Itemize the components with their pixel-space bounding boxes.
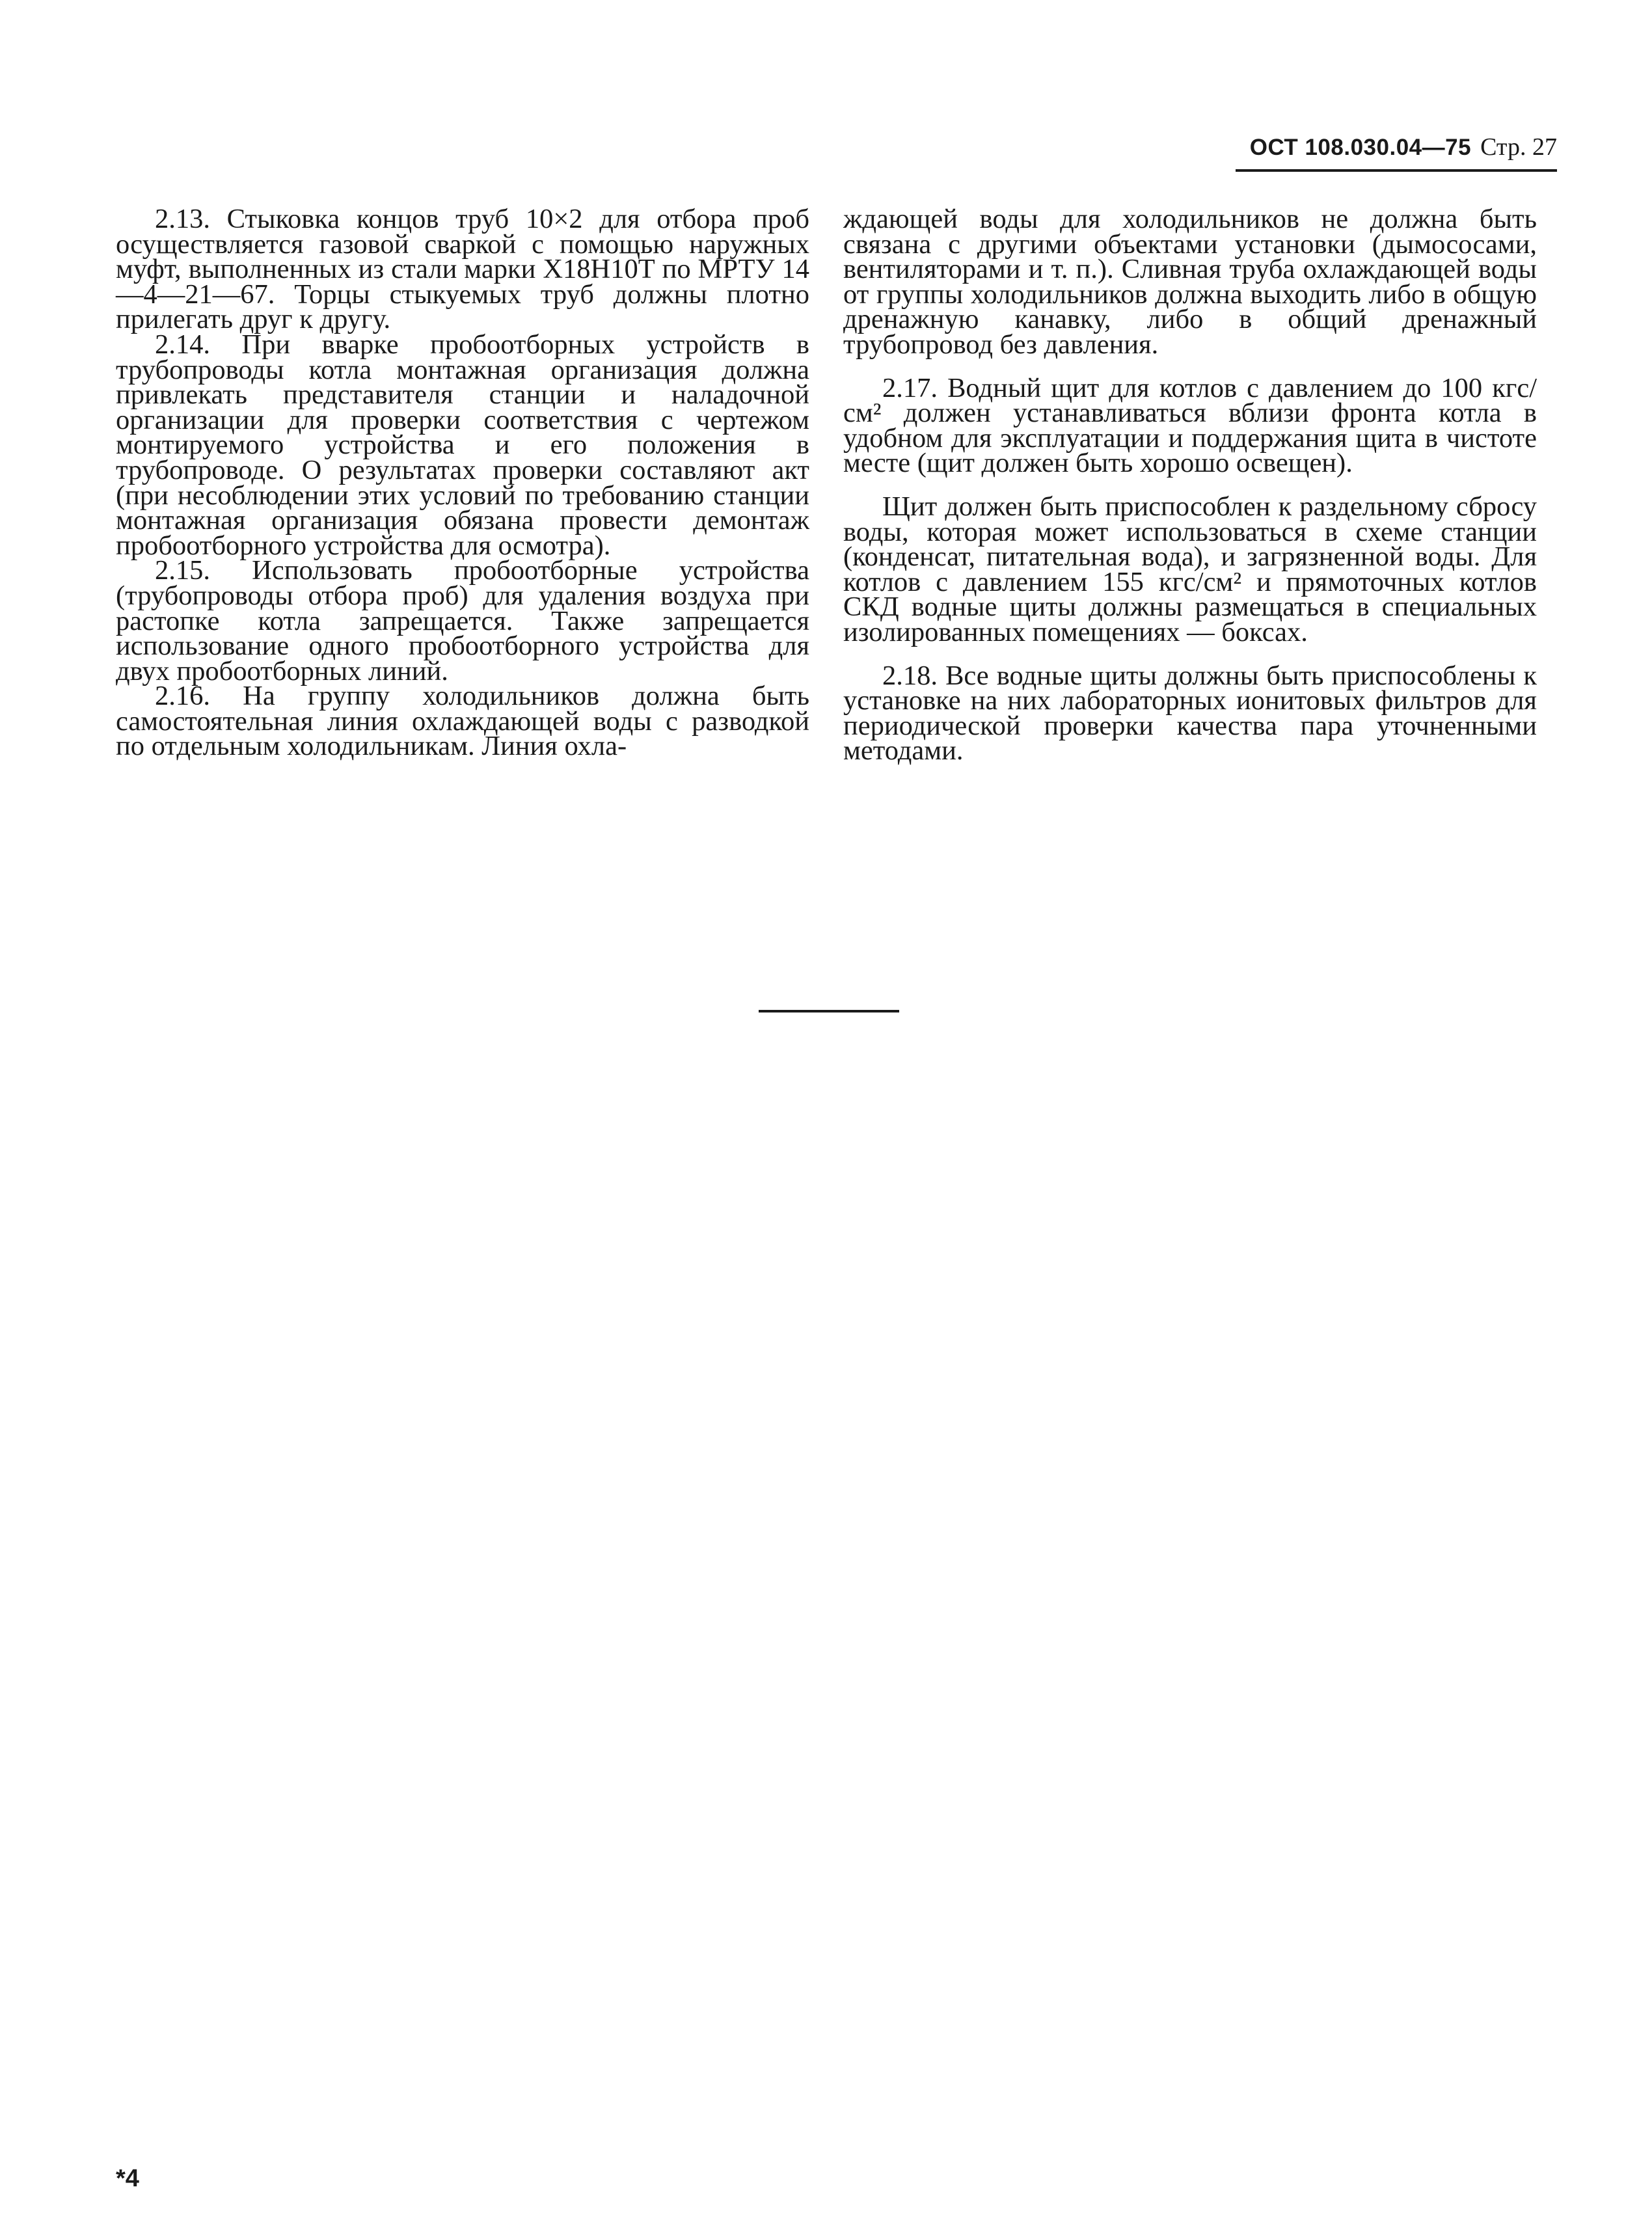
paragraph-2-17: 2.17. Водный щит для котлов с давлением до 100 кгс/см² должен устанавливаться вблизи фронта котла в удобном для эксплуатации и поддержания щита в чистоте месте (щит должен быть хорошо освещен). (843, 372, 1537, 479)
section-end-rule (759, 1010, 899, 1012)
right-column (843, 204, 1537, 767)
paragraph-2-18: 2.18. Все водные щиты должны быть приспособлены к установке на них лабораторных ионитовых фильтров для периодической проверки качества пара уточненными методами. (843, 660, 1537, 767)
paragraph-2-16: 2.16. На группу холодильников должна быть самостоятельная линия охлаждающей воды с разводкой по отдельным холодильникам. Линия охла- (116, 681, 809, 762)
paragraph-2-13: 2.13. Стыковка концов труб 10×2 для отбора проб осуществляется газовой сваркой с помощью наружных муфт, выполненных из стали марки Х18Н10Т по МРТУ 14—4—21—67. Торцы стыкуемых труб должны плотно прилегать друг к другу. (116, 204, 809, 335)
paragraph-2-16-continuation: ждающей воды для холодильников не должна быть связана с другими объектами установки (дымососами, вентиляторами и т. п.). Сливная труба охлаждающей воды от группы холодильников должна выходить либо в общую дренажную канавку, либо в общий дренажный трубопровод без давления. (843, 204, 1537, 360)
page-header (1250, 133, 1557, 162)
document-code: ОСТ 108.030.04—75 (1249, 135, 1472, 160)
paragraph-2-15: 2.15. Использовать пробоотборные устройства (трубопроводы отбора проб) для удаления воздуха при растопке котла запрещается. Также запрещается использование одного пробоотборного устройства для двух пробоотборных линий. (116, 555, 809, 686)
paragraph-2-14: 2.14. При вварке пробоотборных устройств в трубопроводы котла монтажная организация должна привлекать представителя станции и наладочной организации для проверки соответствия с чертежом монтируемого устройства и его положения в трубопроводе. О результатах проверки составляют акт (при несоблюдении этих условий по требованию станции монтажная организация обязана провести демонтаж пробоотборного устройства для осмотра). (116, 329, 809, 561)
paragraph-2-17-continuation: Щит должен быть приспособлен к раздельному сбросу воды, которая может использоваться в схеме станции (конденсат, питательная вода), и загрязненной воды. Для котлов с давлением 155 кгс/см² и прямоточных котлов СКД водные щиты должны размещаться в специальных изолированных помещениях — боксах. (843, 491, 1537, 647)
footer-mark: *4 (116, 2165, 139, 2192)
header-rule (1236, 169, 1557, 172)
left-column (116, 204, 809, 762)
page-number: Стр. 27 (1480, 133, 1557, 161)
